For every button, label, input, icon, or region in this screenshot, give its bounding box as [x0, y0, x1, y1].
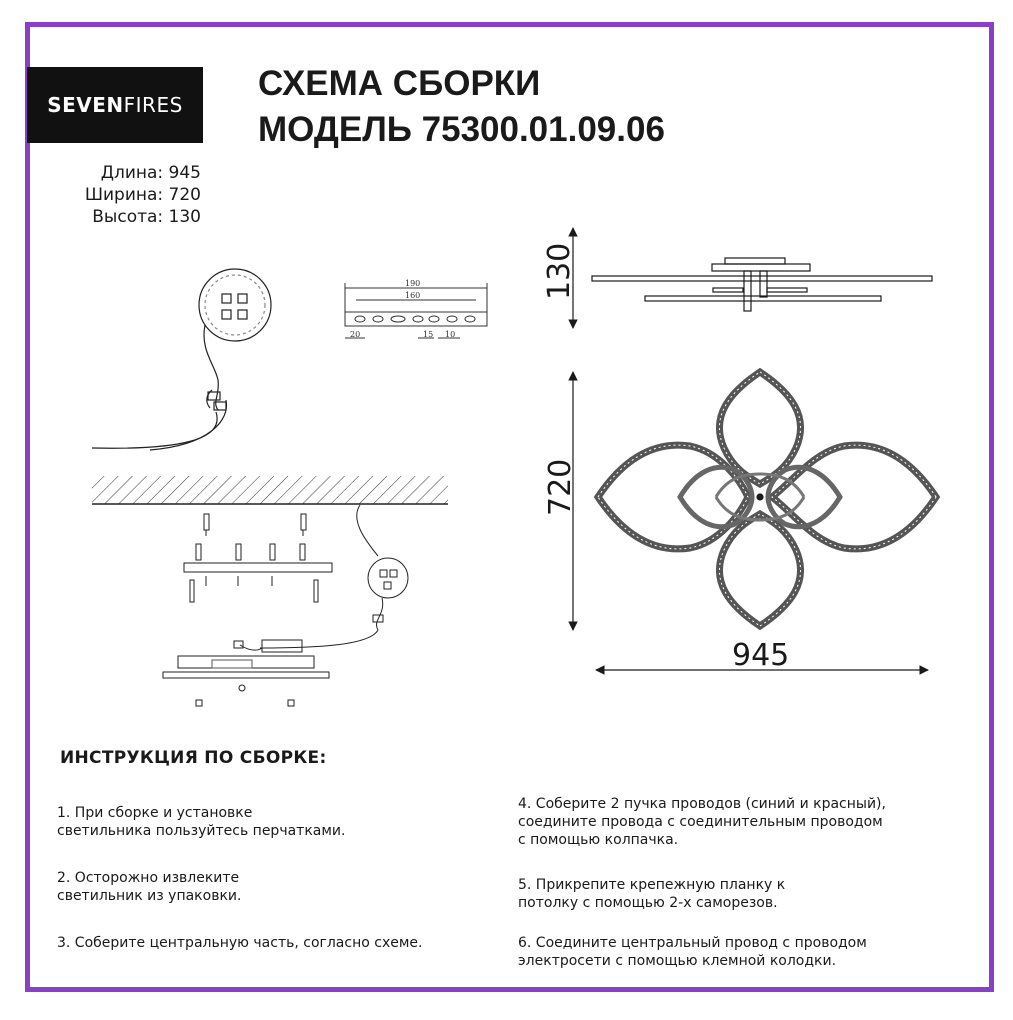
- step-2: 2. Осторожно извлеките светильник из упаковки.: [57, 870, 242, 904]
- petal-left: [598, 445, 748, 549]
- step-3: 3. Соберите центральную часть, согласно схеме.: [57, 935, 423, 951]
- title-line-2: МОДЕЛЬ 75300.01.09.06: [258, 110, 665, 149]
- dimension-width: Ширина: 720: [84, 185, 201, 205]
- bracket-outer-label: 190: [405, 279, 421, 288]
- instructions-title: ИНСТРУКЦИЯ ПО СБОРКЕ:: [60, 748, 327, 768]
- petal-bottom: [719, 514, 800, 626]
- bracket-left-label: 20: [350, 330, 361, 339]
- bracket-inner-label: 160: [405, 291, 421, 300]
- ceiling: [92, 476, 448, 504]
- width-label: 720: [543, 458, 578, 516]
- top-view: [573, 372, 936, 670]
- bracket-gap-label: 15: [423, 330, 434, 339]
- title-line-1: СХЕМА СБОРКИ: [258, 64, 541, 103]
- logo-bold: SEVEN: [47, 93, 124, 117]
- dimension-length: Длина: 945: [100, 163, 201, 183]
- petal-right: [772, 445, 936, 549]
- logo-light: FIRES: [123, 93, 183, 117]
- step-1: 1. При сборке и установке светильника пользуйтесь перчатками.: [57, 805, 346, 839]
- dimension-height: Высота: 130: [92, 207, 201, 227]
- step-6: 6. Соедините центральный провод с проводом электросети с помощью клемной колодки.: [518, 935, 867, 969]
- step-5: 5. Прикрепите крепежную планку к потолку с помощью 2-х саморезов.: [518, 877, 786, 911]
- mounting-assembly: [163, 505, 408, 706]
- height-label: 130: [542, 242, 577, 300]
- wiring-detail: [92, 269, 271, 450]
- side-view: [573, 228, 932, 328]
- bracket-right-label: 10: [445, 330, 456, 339]
- length-label: 945: [732, 638, 790, 673]
- step-4: 4. Соберите 2 пучка проводов (синий и красный), соедините провода с соединительным проводом с помощью колпачка.: [518, 796, 886, 848]
